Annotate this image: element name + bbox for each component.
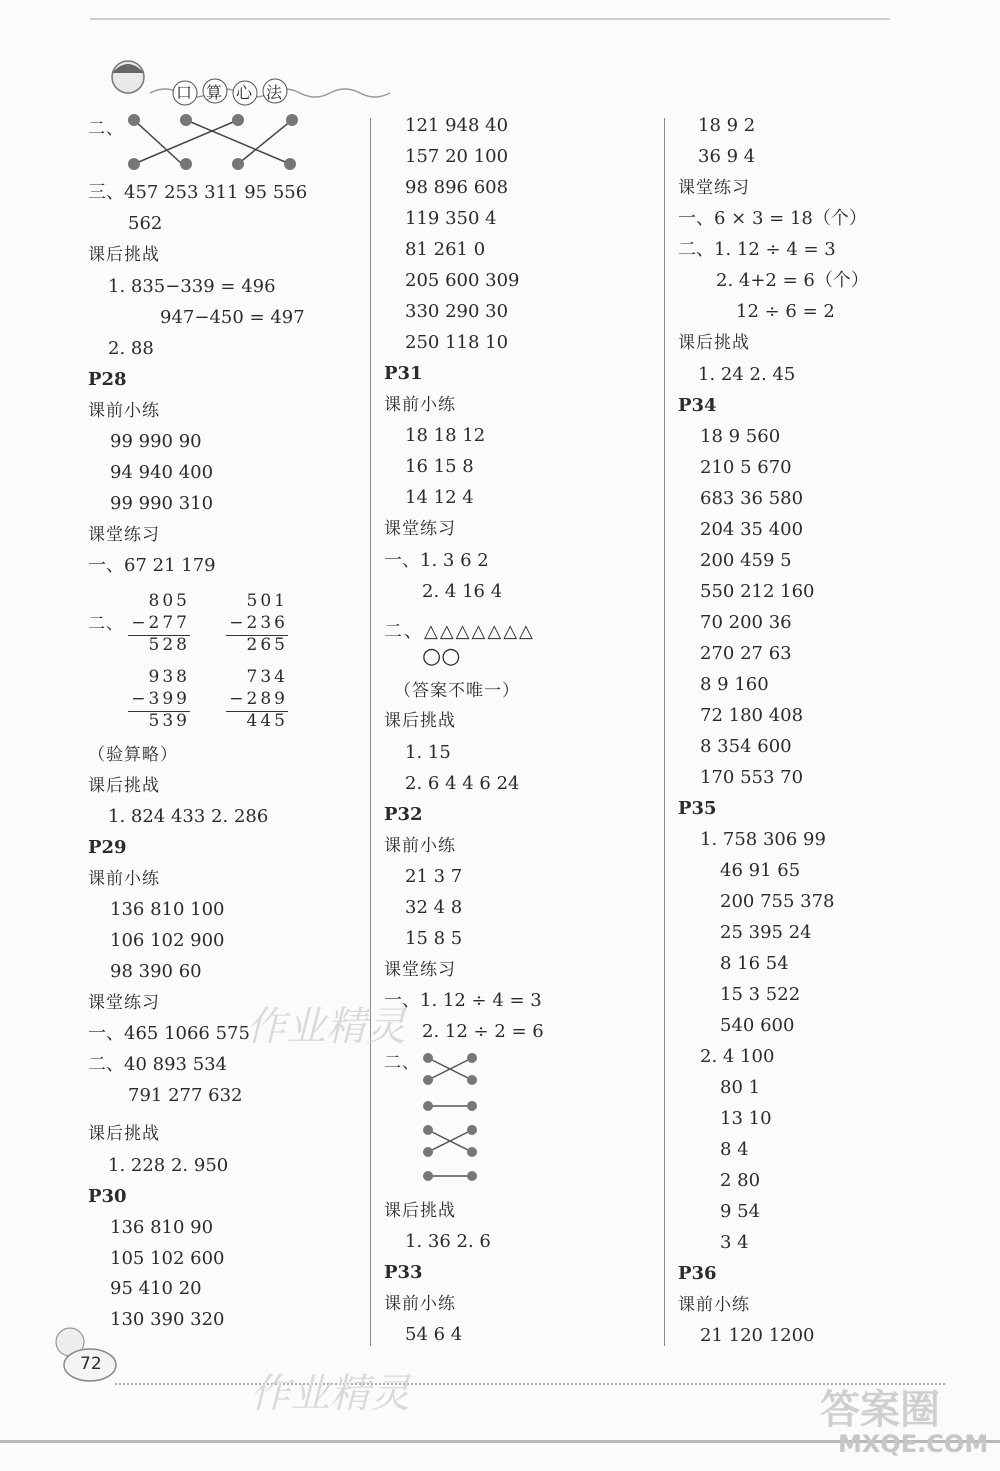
p32-er-label: 二、 bbox=[384, 1053, 420, 1073]
p35-row: 25 395 24 bbox=[720, 922, 812, 943]
left-er-label: 二、 bbox=[88, 119, 124, 139]
p28-row-2: 94 940 400 bbox=[110, 462, 214, 483]
mid-row-1: 121 948 40 bbox=[405, 115, 509, 136]
left-khtz-heading: 课后挑战 bbox=[88, 245, 160, 265]
p31-triangles: 二、△△△△△△△ bbox=[384, 621, 535, 642]
right-row-2: 36 9 4 bbox=[698, 146, 756, 167]
mid-row-7: 330 290 30 bbox=[405, 301, 509, 322]
p32-row-1: 21 3 7 bbox=[405, 866, 463, 887]
vsub-2-result: 265 bbox=[246, 635, 288, 655]
p36-kqxl-heading: 课前小练 bbox=[678, 1295, 750, 1315]
mid-row-3: 98 896 608 bbox=[405, 177, 509, 198]
left-khtz-item-2: 2. 88 bbox=[108, 338, 154, 359]
p35-row-b: 9 54 bbox=[720, 1201, 761, 1222]
mid-row-8: 250 118 10 bbox=[405, 332, 509, 353]
p32-khtz-line: 1. 36 2. 6 bbox=[405, 1231, 491, 1252]
p34-row: 550 212 160 bbox=[700, 581, 815, 602]
page-label-p34: P34 bbox=[678, 395, 717, 416]
scan-top-edge bbox=[90, 18, 890, 20]
left-khtz-item-1: 1. 835−339 = 496 bbox=[108, 276, 276, 297]
p28-ktlx-heading: 课堂练习 bbox=[88, 525, 160, 545]
page-label-p29: P29 bbox=[88, 837, 127, 858]
vsub-4-mid: −289 bbox=[229, 689, 288, 709]
p34-row: 270 27 63 bbox=[700, 643, 792, 664]
p28-khtz-line: 1. 824 433 2. 286 bbox=[108, 806, 269, 827]
right-khtz-line: 1. 24 2. 45 bbox=[698, 364, 796, 385]
p28-row-3: 99 990 310 bbox=[110, 493, 214, 514]
corner-logo-url: MXQE.COM bbox=[838, 1430, 989, 1458]
p28-ysl-note: （验算略） bbox=[88, 745, 178, 765]
p29-yi-line: 一、465 1066 575 bbox=[88, 1023, 250, 1044]
mid-row-2: 157 20 100 bbox=[405, 146, 509, 167]
vsub-3-result: 539 bbox=[148, 711, 190, 731]
page-label-p36: P36 bbox=[678, 1263, 717, 1284]
page-label-p28: P28 bbox=[88, 369, 127, 390]
p34-row: 72 180 408 bbox=[700, 705, 804, 726]
right-khtz-heading: 课后挑战 bbox=[678, 333, 750, 353]
vsub-3-top: 938 bbox=[148, 667, 190, 687]
p31-ktlx-heading: 课堂练习 bbox=[384, 519, 456, 539]
p35-row: 15 3 522 bbox=[720, 984, 801, 1005]
matching-diagram-1 bbox=[120, 110, 310, 176]
page-label-p30: P30 bbox=[88, 1186, 127, 1207]
right-yi-line: 一、6 × 3 = 18（个） bbox=[678, 208, 867, 229]
left-san-line: 三、457 253 311 95 556 bbox=[88, 182, 308, 203]
page-label-p31: P31 bbox=[384, 363, 423, 384]
vsub-1-top: 805 bbox=[148, 591, 190, 611]
vsub-1-result: 528 bbox=[148, 635, 190, 655]
right-er-line-2: 2. 4+2 = 6（个） bbox=[716, 270, 869, 291]
p28-row-1: 99 990 90 bbox=[110, 431, 202, 452]
p30-row-4: 130 390 320 bbox=[110, 1309, 225, 1330]
p34-row: 70 200 36 bbox=[700, 612, 792, 633]
p32-yi-line-2: 2. 12 ÷ 2 = 6 bbox=[422, 1021, 544, 1042]
p31-row-3: 14 12 4 bbox=[405, 487, 474, 508]
mid-row-4: 119 350 4 bbox=[405, 208, 497, 229]
p29-er-line-2: 791 277 632 bbox=[128, 1085, 243, 1106]
p35-row-b: 3 4 bbox=[720, 1232, 749, 1253]
vsub-2-mid: −236 bbox=[229, 613, 288, 633]
p35-row-b: 8 4 bbox=[720, 1139, 749, 1160]
p28-er-label: 二、 bbox=[88, 614, 124, 634]
p29-row-2: 106 102 900 bbox=[110, 930, 225, 951]
p31-note: （答案不唯一） bbox=[394, 681, 520, 701]
p35-row-b: 13 10 bbox=[720, 1108, 772, 1129]
p31-row-1: 18 18 12 bbox=[405, 425, 486, 446]
mid-row-5: 81 261 0 bbox=[405, 239, 486, 260]
p28-kqxl-heading: 课前小练 bbox=[88, 401, 160, 421]
p29-khtz-line: 1. 228 2. 950 bbox=[108, 1155, 229, 1176]
matching-diagram-2 bbox=[418, 1050, 488, 1188]
p35-row: 540 600 bbox=[720, 1015, 795, 1036]
p29-ktlx-heading: 课堂练习 bbox=[88, 993, 160, 1013]
left-khtz-item-1b: 947−450 = 497 bbox=[160, 307, 305, 328]
right-er-line-1: 二、1. 12 ÷ 4 = 3 bbox=[678, 239, 836, 260]
right-row-1: 18 9 2 bbox=[698, 115, 756, 136]
p32-row-3: 15 8 5 bbox=[405, 928, 463, 949]
p31-khtz-1: 1. 15 bbox=[405, 742, 451, 763]
p29-row-1: 136 810 100 bbox=[110, 899, 225, 920]
p31-circles: ○○ bbox=[422, 644, 461, 669]
p32-kqxl-heading: 课前小练 bbox=[384, 836, 456, 856]
p35-row-b: 80 1 bbox=[720, 1077, 761, 1098]
p31-khtz-heading: 课后挑战 bbox=[384, 711, 456, 731]
p34-row: 8 354 600 bbox=[700, 736, 792, 757]
p31-yi-line: 一、1. 3 6 2 bbox=[384, 550, 489, 571]
p30-row-3: 95 410 20 bbox=[110, 1278, 202, 1299]
p35-row: 200 755 378 bbox=[720, 891, 835, 912]
page-label-p32: P32 bbox=[384, 804, 423, 825]
p35-line-2: 2. 4 100 bbox=[700, 1046, 775, 1067]
p32-ktlx-heading: 课堂练习 bbox=[384, 960, 456, 980]
vsub-4-result: 445 bbox=[246, 711, 288, 731]
p34-row: 683 36 580 bbox=[700, 488, 804, 509]
p34-row: 18 9 560 bbox=[700, 426, 781, 447]
p29-kqxl-heading: 课前小练 bbox=[88, 869, 160, 889]
p28-khtz-heading: 课后挑战 bbox=[88, 776, 160, 796]
p34-row: 204 35 400 bbox=[700, 519, 804, 540]
left-san-line-2: 562 bbox=[128, 213, 163, 234]
p35-line-1: 1. 758 306 99 bbox=[700, 829, 826, 850]
p36-row-1: 21 120 1200 bbox=[700, 1325, 815, 1346]
p31-khtz-2: 2. 6 4 4 6 24 bbox=[405, 773, 520, 794]
header-title: 口算心法 bbox=[176, 83, 297, 102]
p34-row: 200 459 5 bbox=[700, 550, 792, 571]
column-separator-1 bbox=[370, 118, 371, 1346]
p35-row: 46 91 65 bbox=[720, 860, 801, 881]
p35-row: 8 16 54 bbox=[720, 953, 789, 974]
p29-row-3: 98 390 60 bbox=[110, 961, 202, 982]
corner-logo-text: 答案圈 bbox=[820, 1387, 940, 1433]
vsub-2-top: 501 bbox=[246, 591, 288, 611]
p29-er-line: 二、40 893 534 bbox=[88, 1054, 228, 1075]
p30-row-2: 105 102 600 bbox=[110, 1248, 225, 1269]
p35-row-b: 2 80 bbox=[720, 1170, 761, 1191]
column-separator-2 bbox=[664, 118, 665, 1346]
right-er-line-3: 12 ÷ 6 = 2 bbox=[736, 301, 835, 322]
p28-yi-line: 一、67 21 179 bbox=[88, 555, 216, 576]
vsub-3-mid: −399 bbox=[131, 689, 190, 709]
mid-row-6: 205 600 309 bbox=[405, 270, 520, 291]
p32-row-2: 32 4 8 bbox=[405, 897, 463, 918]
page-label-p33: P33 bbox=[384, 1262, 423, 1283]
right-ktlx-heading: 课堂练习 bbox=[678, 178, 750, 198]
vsub-1-mid: −277 bbox=[131, 613, 190, 633]
p31-row-2: 16 15 8 bbox=[405, 456, 474, 477]
p33-row-1: 54 6 4 bbox=[405, 1324, 463, 1345]
watermark-bottom: 作业精灵 bbox=[250, 1371, 410, 1417]
page-label-p35: P35 bbox=[678, 798, 717, 819]
p32-yi-line-1: 一、1. 12 ÷ 4 = 3 bbox=[384, 990, 542, 1011]
p33-kqxl-heading: 课前小练 bbox=[384, 1294, 456, 1314]
p32-khtz-heading: 课后挑战 bbox=[384, 1201, 456, 1221]
p31-yi-line-2: 2. 4 16 4 bbox=[422, 581, 503, 602]
p34-row: 170 553 70 bbox=[700, 767, 804, 788]
p30-row-1: 136 810 90 bbox=[110, 1217, 214, 1238]
p34-row: 210 5 670 bbox=[700, 457, 792, 478]
watermark-mid: 作业精灵 bbox=[246, 1004, 406, 1050]
p31-kqxl-heading: 课前小练 bbox=[384, 395, 456, 415]
page-number: 72 bbox=[80, 1354, 102, 1374]
p29-khtz-heading: 课后挑战 bbox=[88, 1124, 160, 1144]
vsub-4-top: 734 bbox=[246, 667, 288, 687]
p34-row: 8 9 160 bbox=[700, 674, 769, 695]
